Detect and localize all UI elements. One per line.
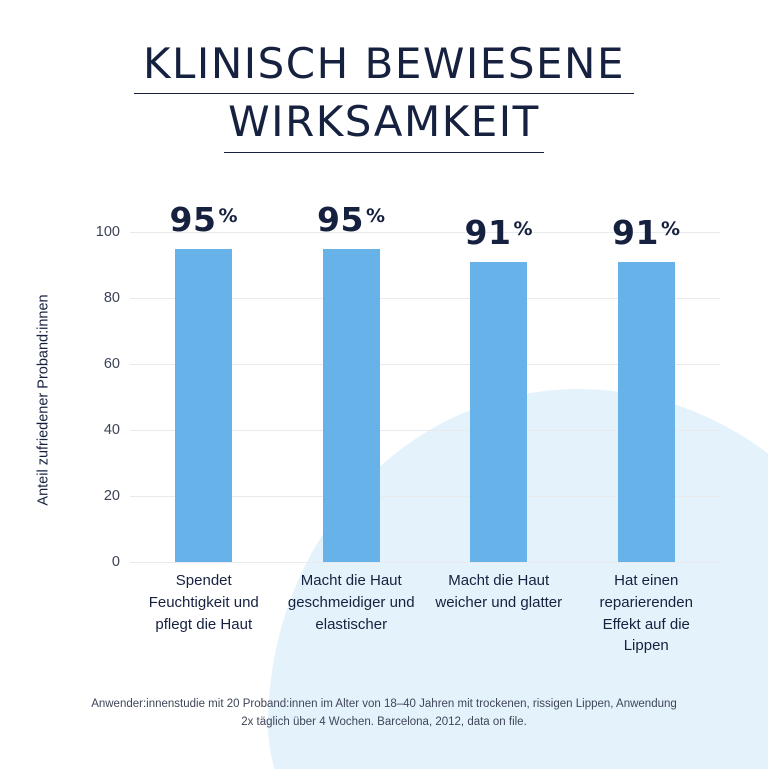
bar-column <box>425 213 573 562</box>
bar-value-number: 95 <box>317 200 364 239</box>
title-line-2: WIRKSAMKEIT <box>143 94 625 152</box>
bar-column <box>130 200 278 562</box>
y-tick-0: 0 <box>111 554 120 570</box>
bar-column <box>278 200 426 562</box>
gridline-0 <box>111 554 720 570</box>
bar-2 <box>323 249 380 563</box>
page-title <box>0 36 768 153</box>
title-line-1: KLINISCH BEWIESENE <box>143 36 625 94</box>
plot-area <box>95 200 720 570</box>
bars-group <box>130 200 720 562</box>
percent-sign: % <box>218 205 238 228</box>
bar-value-label <box>612 213 680 252</box>
x-label-2: Macht die Haut geschmeidiger und elastischer <box>287 572 415 633</box>
y-axis-label-text: Anteil zufriedener Proband:innen <box>36 294 53 506</box>
bar-value-label <box>317 200 385 239</box>
y-tick-60: 60 <box>103 356 120 372</box>
bar-4 <box>618 262 675 562</box>
y-tick-80: 80 <box>103 290 120 306</box>
bar-value-number: 91 <box>612 213 659 252</box>
footnote: Anwender:innenstudie mit 20 Proband:innen im Alter von 18–40 Jahren mit trockenen, rissigen Lippen, Anwendung 2x täglich über 4 Wochen. Barcelona, 2012, data on file. <box>91 698 677 729</box>
bar-column <box>573 213 721 562</box>
x-label-3: Macht die Haut weicher und glatter <box>435 572 563 611</box>
bar-1 <box>175 249 232 563</box>
y-tick-100: 100 <box>95 224 120 240</box>
y-axis-label <box>34 230 54 570</box>
bar-3 <box>470 262 527 562</box>
bar-value-number: 91 <box>464 213 512 252</box>
percent-sign: % <box>660 218 681 241</box>
bar-value-label <box>465 213 533 252</box>
bar-chart <box>0 170 768 670</box>
y-tick-40: 40 <box>103 422 120 438</box>
bar-value-label <box>170 200 238 239</box>
y-tick-20: 20 <box>103 488 120 504</box>
bar-value-number: 95 <box>169 200 217 239</box>
x-label-4: Hat einen reparierenden Effekt auf die Lippen <box>599 572 693 655</box>
percent-sign: % <box>513 218 533 241</box>
x-label-1: Spendet Feuchtigkeit und pflegt die Haut <box>148 572 259 633</box>
x-axis-labels <box>130 570 720 657</box>
percent-sign: % <box>365 205 386 228</box>
